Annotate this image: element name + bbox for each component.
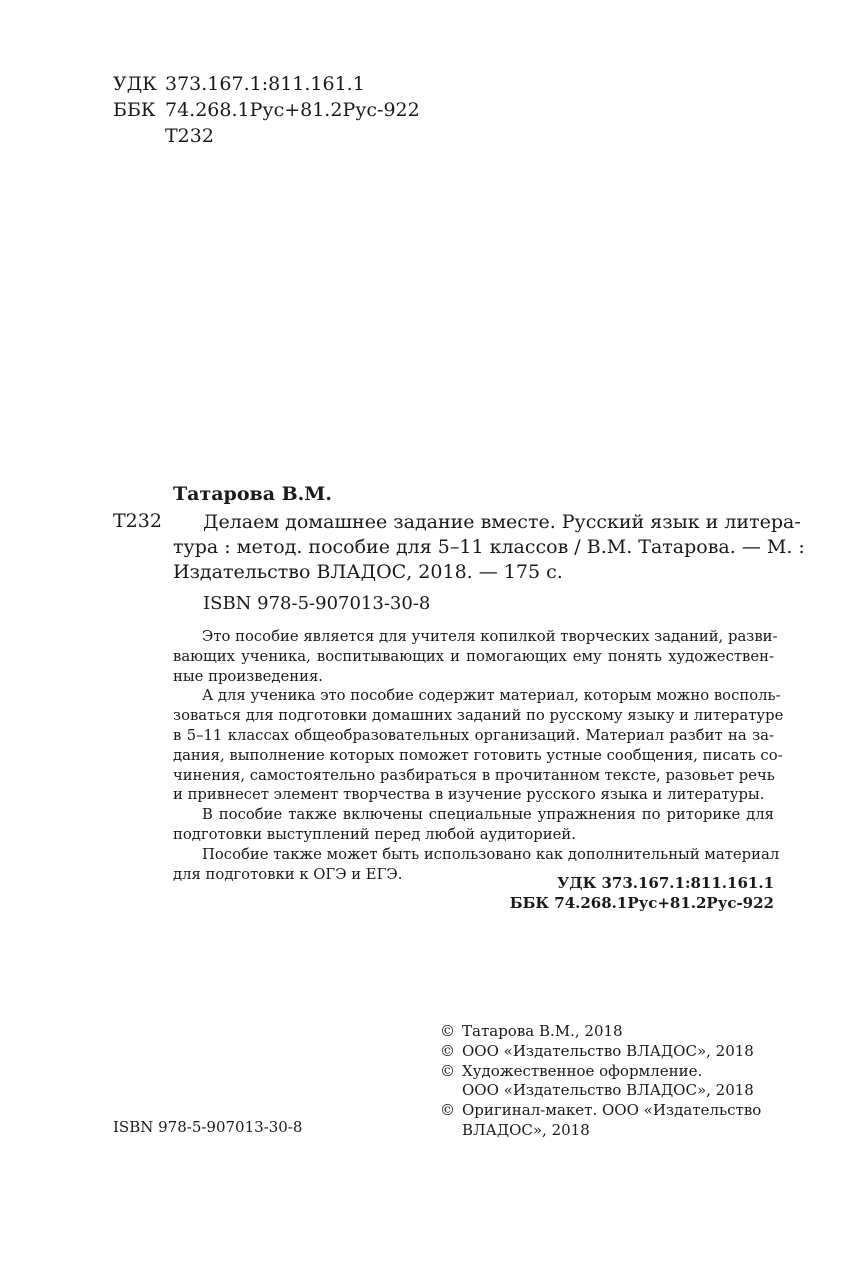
copyright-icon: ©	[440, 1061, 455, 1080]
abstract-line: зоваться для подготовки домашних заданий по русскому языку и литературе	[173, 707, 784, 725]
copyright-row-continued	[440, 1121, 761, 1141]
copyright-text: Татарова В.М., 2018	[462, 1022, 623, 1040]
abstract-line: вающих ученика, воспитывающих и помогающих ему понять художествен-	[173, 647, 774, 665]
copyright-row	[440, 1022, 761, 1042]
abstract-line: ные произведения.	[173, 667, 323, 685]
abstract-line: Это пособие является для учителя копилкой творческих заданий, разви-	[202, 628, 778, 645]
abstract-line: А для ученика это пособие содержит материал, которым можно восполь-	[202, 687, 781, 705]
copyright-icon: ©	[440, 1101, 455, 1120]
udk-label: УДК	[113, 73, 157, 95]
bbk-value: 74.268.1Рус+81.2Рус-922	[165, 99, 420, 121]
udk-value: 373.167.1:811.161.1	[165, 73, 365, 95]
copyright-text: ВЛАДОС», 2018	[462, 1120, 590, 1139]
abstract-line: и привнесет элемент творчества в изучение русского языка и литературы.	[173, 786, 765, 804]
abstract-line: Пособие также может быть использовано как дополнительный материал	[202, 845, 780, 863]
copyright-text: ООО «Издательство ВЛАДОС», 2018	[462, 1081, 754, 1100]
copyright-text: ООО «Издательство ВЛАДОС», 2018	[462, 1041, 754, 1060]
copyright-text: Художественное оформление.	[462, 1061, 703, 1080]
copyright-icon: ©	[440, 1022, 455, 1040]
author-name: Татарова В.М.	[173, 483, 332, 505]
abstract-line: для подготовки к ОГЭ и ЕГЭ.	[173, 865, 403, 883]
abstract-line: чинения, самостоятельно разбираться в прочитанном тексте, разовьет речь	[173, 766, 775, 784]
copyright-text: Оригинал-макет. ООО «Издательство	[462, 1101, 762, 1120]
abstract-line: подготовки выступлений перед любой аудиторией.	[173, 825, 576, 843]
abstract-line: в 5–11 классах общеобразовательных организаций. Материал разбит на за-	[173, 726, 774, 744]
copyright-row-continued	[440, 1081, 761, 1101]
copyright-row	[440, 1042, 761, 1062]
entry-isbn: ISBN 978-5-907013-30-8	[203, 593, 431, 614]
copyright-row	[440, 1062, 761, 1082]
bbk-label: ББК	[113, 99, 156, 121]
title-line: Издательство ВЛАДОС, 2018. — 175 с.	[173, 561, 563, 583]
abstract-line: дания, выполнение которых поможет готовить устные сообщения, писать со-	[173, 746, 783, 764]
title-line: тура : метод. пособие для 5–11 классов / В.М. Татарова. — М. :	[173, 536, 805, 558]
bottom-isbn: ISBN 978-5-907013-30-8	[113, 1118, 303, 1136]
copyright-icon: ©	[440, 1041, 455, 1060]
udk-bold: УДК 373.167.1:811.161.1	[557, 874, 774, 892]
copyright-row	[440, 1101, 761, 1121]
cutter-number: Т232	[165, 125, 214, 147]
copyright-block	[440, 1022, 761, 1141]
abstract-line: В пособие также включены специальные упражнения по риторике для	[202, 806, 774, 824]
entry-cutter: Т232	[113, 510, 162, 532]
title-line: Делаем домашнее задание вместе. Русский язык и литера-	[203, 511, 801, 533]
abstract	[173, 627, 784, 884]
bbk-bold: ББК 74.268.1Рус+81.2Рус-922	[509, 894, 774, 912]
